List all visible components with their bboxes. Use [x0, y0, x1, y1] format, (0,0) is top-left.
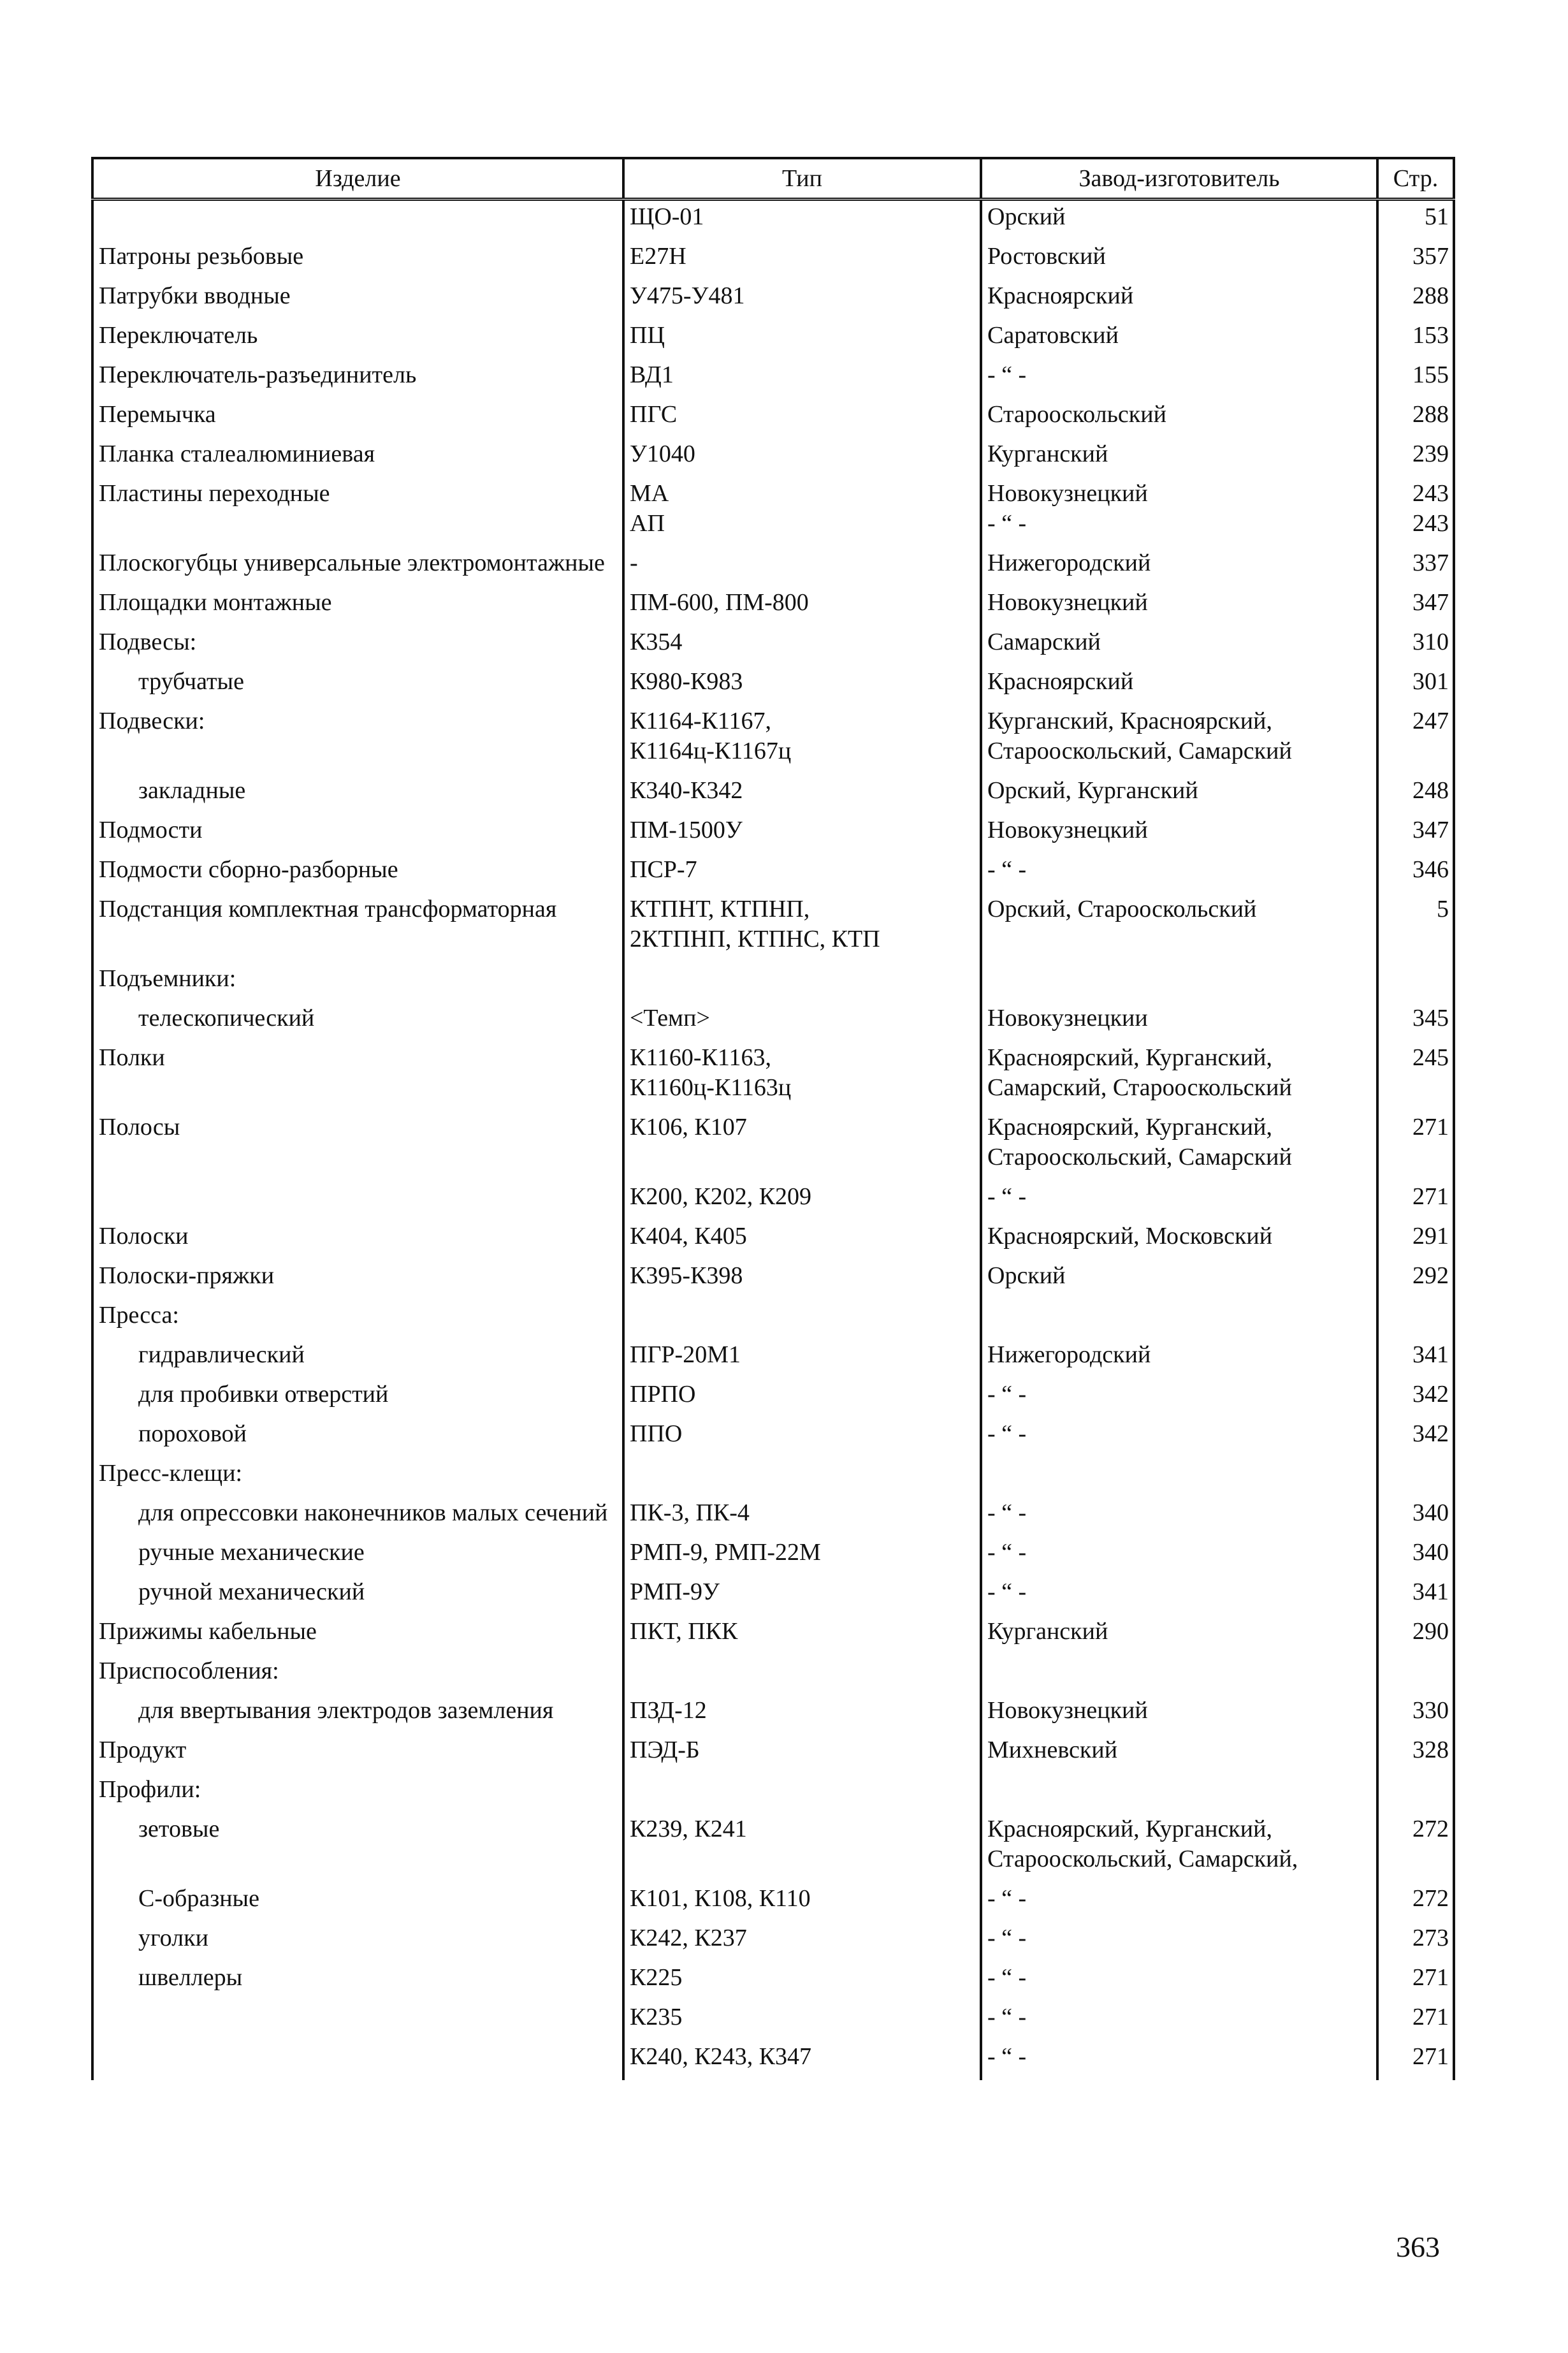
header-item: Изделие: [92, 158, 623, 200]
cell-type: ПМ-1500У: [623, 814, 981, 854]
index-table: [91, 157, 1455, 2080]
cell-item: Полки: [92, 1042, 623, 1111]
cell-item: ручные механические: [92, 1536, 623, 1576]
table-row: [92, 1418, 1454, 1457]
table-row: [92, 626, 1454, 666]
table-row: [92, 547, 1454, 586]
cell-item: трубчатые: [92, 666, 623, 705]
cell-maker: Нижегородский: [981, 547, 1377, 586]
cell-page: 340: [1377, 1497, 1454, 1536]
cell-maker: [981, 1457, 1377, 1497]
cell-maker: Ростовский: [981, 240, 1377, 280]
cell-page: 288: [1377, 280, 1454, 319]
cell-page: 337: [1377, 547, 1454, 586]
cell-item: Переключатель-разъединитель: [92, 359, 623, 398]
cell-maker: Орский: [981, 1260, 1377, 1299]
table-row: [92, 2001, 1454, 2041]
page-number: 363: [1396, 2231, 1440, 2263]
cell-type: К225: [623, 1962, 981, 2001]
cell-item: Продукт: [92, 1734, 623, 1774]
cell-type: ПМ-600, ПМ-800: [623, 586, 981, 626]
cell-page: 247: [1377, 705, 1454, 775]
cell-item: закладные: [92, 775, 623, 814]
header-page: Стр.: [1377, 158, 1454, 200]
cell-page: 288: [1377, 398, 1454, 438]
cell-page: 243 243: [1377, 477, 1454, 547]
cell-item: Подмости сборно-разборные: [92, 854, 623, 893]
cell-item: уголки: [92, 1922, 623, 1962]
cell-page: 271: [1377, 1111, 1454, 1181]
cell-page: 245: [1377, 1042, 1454, 1111]
cell-item: [92, 2041, 623, 2080]
table-row: [92, 398, 1454, 438]
cell-maker: - “ -: [981, 1576, 1377, 1615]
cell-maker: Красноярский: [981, 280, 1377, 319]
cell-type: К340-К342: [623, 775, 981, 814]
cell-type: [623, 1457, 981, 1497]
cell-item: Подвески:: [92, 705, 623, 775]
cell-page: 273: [1377, 1922, 1454, 1962]
cell-type: К235: [623, 2001, 981, 2041]
cell-maker: [981, 1299, 1377, 1339]
cell-page: 155: [1377, 359, 1454, 398]
cell-type: [623, 1299, 981, 1339]
cell-type: ПГС: [623, 398, 981, 438]
cell-item: пороховой: [92, 1418, 623, 1457]
cell-type: ПГР-20М1: [623, 1339, 981, 1378]
cell-item: [92, 200, 623, 241]
table-row: [92, 1457, 1454, 1497]
table-body: [92, 200, 1454, 2081]
cell-type: ПК-3, ПК-4: [623, 1497, 981, 1536]
cell-type: <Темп>: [623, 1002, 981, 1042]
table-row: [92, 854, 1454, 893]
cell-item: С-образные: [92, 1883, 623, 1922]
cell-page: [1377, 1457, 1454, 1497]
cell-type: К404, К405: [623, 1220, 981, 1260]
cell-page: 341: [1377, 1576, 1454, 1615]
cell-maker: Курганский, Красноярский, Старооскольский, Самарский: [981, 705, 1377, 775]
cell-page: 248: [1377, 775, 1454, 814]
cell-item: Патрубки вводные: [92, 280, 623, 319]
cell-item: Переключатель: [92, 319, 623, 359]
cell-item: Полоски-пряжки: [92, 1260, 623, 1299]
table-row: [92, 1962, 1454, 2001]
cell-type: ППО: [623, 1418, 981, 1457]
table-header-row: [92, 158, 1454, 200]
cell-type: ПРПО: [623, 1378, 981, 1418]
cell-item: Профили:: [92, 1774, 623, 1813]
cell-item: для опрессовки наконечников малых сечений: [92, 1497, 623, 1536]
cell-maker: Красноярский, Курганский, Самарский, Старооскольский: [981, 1042, 1377, 1111]
cell-maker: - “ -: [981, 1883, 1377, 1922]
table-row: [92, 1615, 1454, 1655]
cell-page: 328: [1377, 1734, 1454, 1774]
cell-type: Е27Н: [623, 240, 981, 280]
cell-maker: - “ -: [981, 1922, 1377, 1962]
cell-item: Приспособления:: [92, 1655, 623, 1694]
cell-item: для пробивки отверстий: [92, 1378, 623, 1418]
cell-maker: Новокузнецкий: [981, 814, 1377, 854]
cell-type: МА АП: [623, 477, 981, 547]
cell-item: Подстанция комплектная трансформаторная: [92, 893, 623, 963]
header-type: Тип: [623, 158, 981, 200]
cell-page: 271: [1377, 1181, 1454, 1220]
cell-maker: [981, 1774, 1377, 1813]
table-row: [92, 1220, 1454, 1260]
index-table-container: [91, 157, 1453, 2080]
cell-item: Площадки монтажные: [92, 586, 623, 626]
cell-item: зетовые: [92, 1813, 623, 1883]
cell-maker: Михневский: [981, 1734, 1377, 1774]
cell-maker: - “ -: [981, 1497, 1377, 1536]
cell-type: У1040: [623, 438, 981, 477]
cell-type: ПСР-7: [623, 854, 981, 893]
cell-type: ПЦ: [623, 319, 981, 359]
cell-item: гидравлический: [92, 1339, 623, 1378]
cell-type: К106, К107: [623, 1111, 981, 1181]
cell-page: 5: [1377, 893, 1454, 963]
table-row: [92, 666, 1454, 705]
table-row: [92, 1734, 1454, 1774]
cell-type: РМП-9У: [623, 1576, 981, 1615]
cell-maker: - “ -: [981, 1378, 1377, 1418]
cell-page: 340: [1377, 1536, 1454, 1576]
cell-maker: - “ -: [981, 1962, 1377, 2001]
cell-page: 292: [1377, 1260, 1454, 1299]
cell-type: ПЭД-Б: [623, 1734, 981, 1774]
cell-type: К395-К398: [623, 1260, 981, 1299]
cell-item: Полоски: [92, 1220, 623, 1260]
cell-maker: Красноярский, Курганский, Старооскольский, Самарский,: [981, 1813, 1377, 1883]
cell-item: ручной механический: [92, 1576, 623, 1615]
cell-maker: Новокузнецкий: [981, 586, 1377, 626]
cell-item: [92, 1181, 623, 1220]
cell-type: К354: [623, 626, 981, 666]
cell-maker: Орский: [981, 200, 1377, 241]
cell-page: 310: [1377, 626, 1454, 666]
cell-maker: Новокузнецкии: [981, 1002, 1377, 1042]
cell-type: [623, 1774, 981, 1813]
cell-item: телескопический: [92, 1002, 623, 1042]
cell-maker: - “ -: [981, 2041, 1377, 2080]
cell-page: 357: [1377, 240, 1454, 280]
cell-item: для ввертывания электродов заземления: [92, 1694, 623, 1734]
cell-page: [1377, 1299, 1454, 1339]
cell-item: Пресса:: [92, 1299, 623, 1339]
cell-maker: Нижегородский: [981, 1339, 1377, 1378]
cell-item: Подвесы:: [92, 626, 623, 666]
cell-page: 271: [1377, 2041, 1454, 2080]
cell-maker: - “ -: [981, 1418, 1377, 1457]
cell-item: Планка сталеалюминиевая: [92, 438, 623, 477]
cell-page: 346: [1377, 854, 1454, 893]
cell-page: 271: [1377, 1962, 1454, 2001]
cell-type: К200, К202, К209: [623, 1181, 981, 1220]
cell-item: Пресс-клещи:: [92, 1457, 623, 1497]
table-row: [92, 1576, 1454, 1615]
cell-type: К242, К237: [623, 1922, 981, 1962]
cell-maker: - “ -: [981, 854, 1377, 893]
table-row: [92, 1813, 1454, 1883]
table-row: [92, 1536, 1454, 1576]
cell-page: 290: [1377, 1615, 1454, 1655]
cell-type: [623, 963, 981, 1002]
cell-maker: Орский, Старооскольский: [981, 893, 1377, 963]
table-row: [92, 1774, 1454, 1813]
cell-maker: Курганский: [981, 1615, 1377, 1655]
table-row: [92, 319, 1454, 359]
cell-page: 291: [1377, 1220, 1454, 1260]
header-maker: Завод-изготовитель: [981, 158, 1377, 200]
cell-item: Подъемники:: [92, 963, 623, 1002]
cell-maker: [981, 963, 1377, 1002]
cell-page: [1377, 1774, 1454, 1813]
cell-item: Патроны резьбовые: [92, 240, 623, 280]
cell-item: Подмости: [92, 814, 623, 854]
cell-type: У475-У481: [623, 280, 981, 319]
table-row: [92, 1299, 1454, 1339]
table-row: [92, 240, 1454, 280]
cell-item: Плоскогубцы универсальные электромонтажные: [92, 547, 623, 586]
cell-maker: - “ -: [981, 2001, 1377, 2041]
cell-type: РМП-9, РМП-22М: [623, 1536, 981, 1576]
table-row: [92, 1883, 1454, 1922]
cell-page: [1377, 1655, 1454, 1694]
table-row: [92, 893, 1454, 963]
cell-type: [623, 1655, 981, 1694]
table-row: [92, 2041, 1454, 2080]
table-row: [92, 963, 1454, 1002]
table-row: [92, 586, 1454, 626]
table-row: [92, 477, 1454, 547]
cell-page: 330: [1377, 1694, 1454, 1734]
cell-maker: Новокузнецкий - “ -: [981, 477, 1377, 547]
table-row: [92, 1922, 1454, 1962]
cell-maker: Красноярский: [981, 666, 1377, 705]
cell-type: ПКТ, ПКК: [623, 1615, 981, 1655]
cell-page: 341: [1377, 1339, 1454, 1378]
cell-maker: - “ -: [981, 1536, 1377, 1576]
cell-page: 342: [1377, 1418, 1454, 1457]
cell-type: К1164-К1167, К1164ц-К1167ц: [623, 705, 981, 775]
cell-item: Пластины переходные: [92, 477, 623, 547]
table-row: [92, 1181, 1454, 1220]
table-row: [92, 1378, 1454, 1418]
cell-type: К101, К108, К110: [623, 1883, 981, 1922]
table-row: [92, 814, 1454, 854]
cell-item: Полосы: [92, 1111, 623, 1181]
cell-maker: - “ -: [981, 359, 1377, 398]
cell-item: Перемычка: [92, 398, 623, 438]
cell-type: КТПНТ, КТПНП, 2КТПНП, КТПНС, КТП: [623, 893, 981, 963]
cell-page: 342: [1377, 1378, 1454, 1418]
cell-type: -: [623, 547, 981, 586]
cell-page: 271: [1377, 2001, 1454, 2041]
cell-type: К1160-К1163, К1160ц-К1163ц: [623, 1042, 981, 1111]
cell-type: К980-К983: [623, 666, 981, 705]
table-row: [92, 775, 1454, 814]
table-row: [92, 1655, 1454, 1694]
cell-maker: [981, 1655, 1377, 1694]
cell-page: 239: [1377, 438, 1454, 477]
table-row: [92, 705, 1454, 775]
table-row: [92, 1002, 1454, 1042]
cell-maker: Красноярский, Курганский, Старооскольский, Самарский: [981, 1111, 1377, 1181]
table-row: [92, 359, 1454, 398]
cell-type: К240, К243, К347: [623, 2041, 981, 2080]
cell-maker: Курганский: [981, 438, 1377, 477]
table-row: [92, 1111, 1454, 1181]
table-row: [92, 1260, 1454, 1299]
cell-type: ЩО-01: [623, 200, 981, 241]
cell-page: 345: [1377, 1002, 1454, 1042]
table-row: [92, 1339, 1454, 1378]
table-row: [92, 200, 1454, 241]
cell-maker: - “ -: [981, 1181, 1377, 1220]
cell-item: [92, 2001, 623, 2041]
cell-type: К239, К241: [623, 1813, 981, 1883]
cell-maker: Красноярский, Московский: [981, 1220, 1377, 1260]
table-row: [92, 1042, 1454, 1111]
cell-page: [1377, 963, 1454, 1002]
cell-item: швеллеры: [92, 1962, 623, 2001]
table-row: [92, 1497, 1454, 1536]
cell-maker: Старооскольский: [981, 398, 1377, 438]
cell-page: 301: [1377, 666, 1454, 705]
cell-page: 347: [1377, 814, 1454, 854]
cell-page: 153: [1377, 319, 1454, 359]
cell-page: 272: [1377, 1813, 1454, 1883]
cell-maker: Новокузнецкий: [981, 1694, 1377, 1734]
table-row: [92, 438, 1454, 477]
cell-item: Прижимы кабельные: [92, 1615, 623, 1655]
cell-page: 51: [1377, 200, 1454, 241]
table-row: [92, 280, 1454, 319]
cell-type: ПЗД-12: [623, 1694, 981, 1734]
cell-page: 272: [1377, 1883, 1454, 1922]
cell-maker: Саратовский: [981, 319, 1377, 359]
cell-page: 347: [1377, 586, 1454, 626]
table-row: [92, 1694, 1454, 1734]
cell-maker: Орский, Курганский: [981, 775, 1377, 814]
cell-type: ВД1: [623, 359, 981, 398]
cell-maker: Самарский: [981, 626, 1377, 666]
